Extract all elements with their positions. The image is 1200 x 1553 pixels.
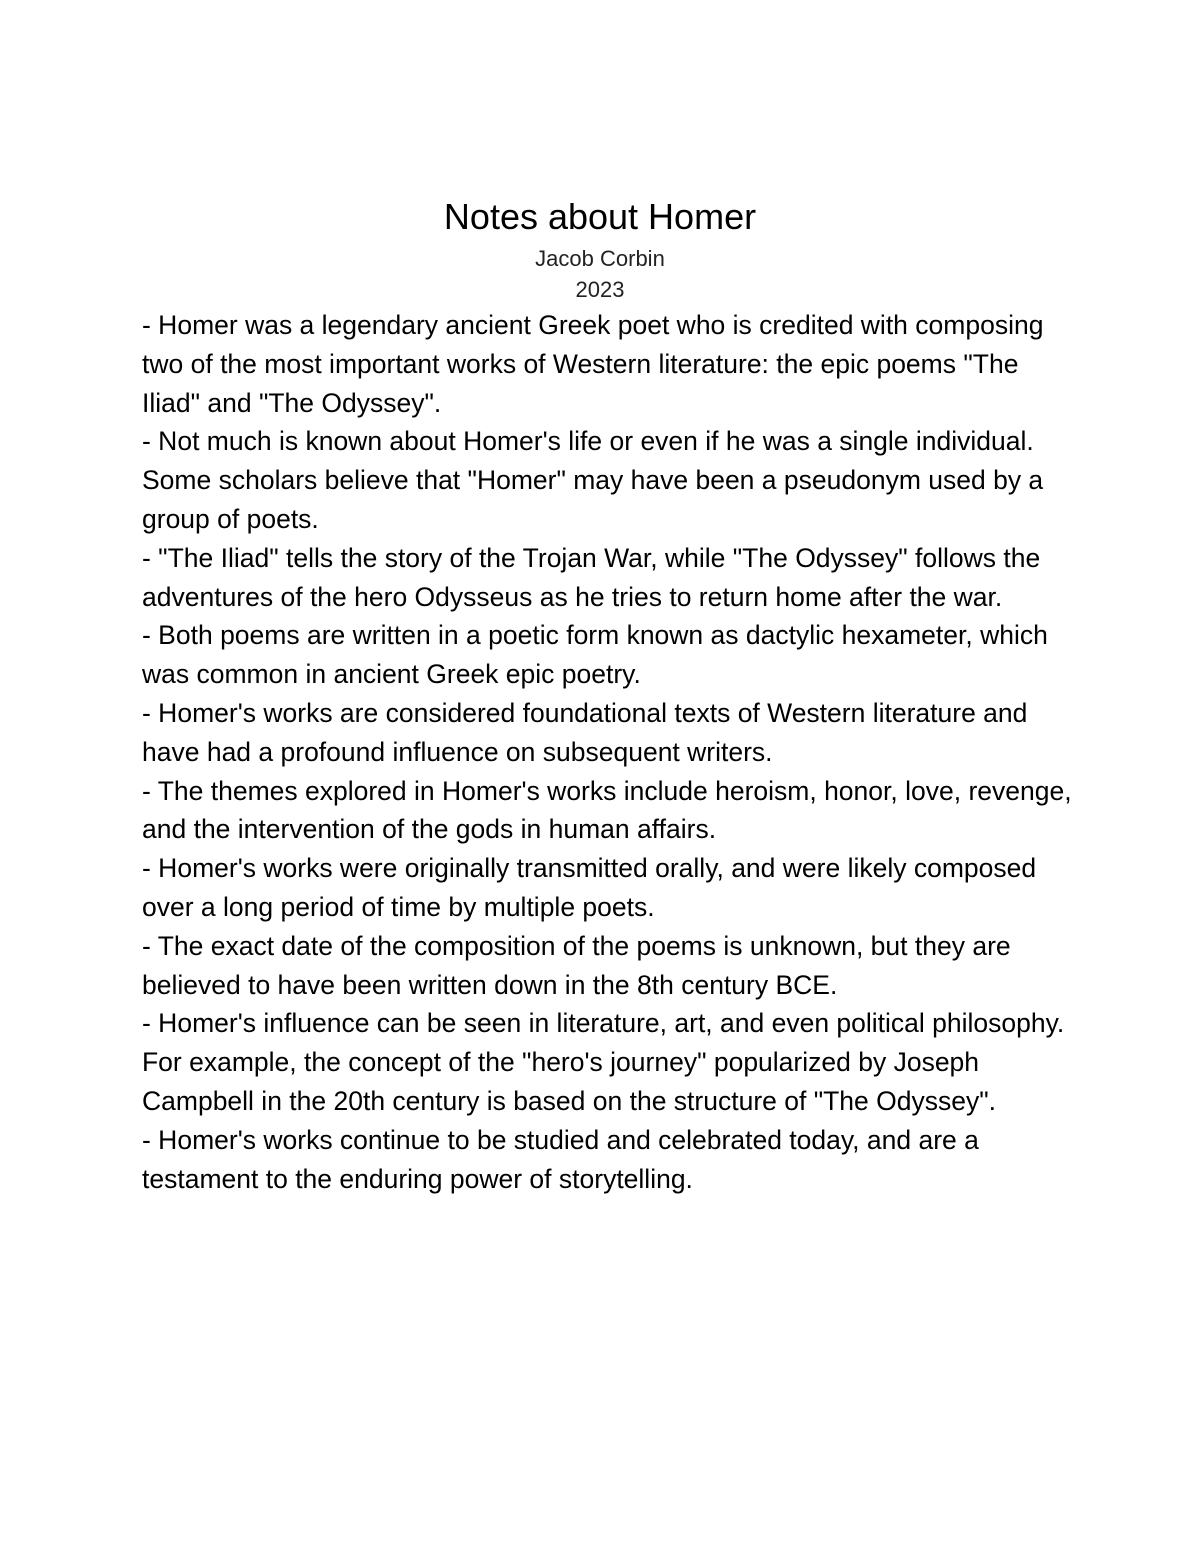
note-item: - Homer's works are considered foundational texts of Western literature and have had a profound influence on subsequent writers. [142,697,1028,767]
note-item: - Homer was a legendary ancient Greek poet who is credited with composing two of the most important works of Western literature: the epic poems "The Iliad" and "The Odyssey". [142,310,1044,418]
document-title: Notes about Homer [443,196,757,237]
document-year: 2023 [575,277,625,302]
note-item: - "The Iliad" tells the story of the Trojan War, while "The Odyssey" follows the adventures of the hero Odysseus as he tries to return home after the war. [142,542,1041,612]
note-item: - Homer's influence can be seen in literature, art, and even political philosophy. For example, the concept of the "hero's journey" popularized by Joseph Campbell in the 20th century is based on the structure of "The Odyssey". [142,1008,1065,1116]
note-item: - The themes explored in Homer's works include heroism, honor, love, revenge, and the intervention of the gods in human affairs. [142,775,1072,845]
note-item: - Not much is known about Homer's life or even if he was a single individual. Some scholars believe that "Homer" may have been a pseudonym used by a group of poets. [142,426,1044,534]
notes-list [142,306,1072,1198]
note-item: - Both poems are written in a poetic form known as dactylic hexameter, which was common in ancient Greek epic poetry. [142,620,1048,690]
document-author: Jacob Corbin [535,246,665,271]
note-item: - Homer's works continue to be studied and celebrated today, and are a testament to the enduring power of storytelling. [142,1124,979,1194]
note-item: - Homer's works were originally transmitted orally, and were likely composed over a long period of time by multiple poets. [142,853,1037,922]
note-item: - The exact date of the composition of the poems is unknown, but they are believed to have been written down in the 8th century BCE. [142,930,1011,1000]
